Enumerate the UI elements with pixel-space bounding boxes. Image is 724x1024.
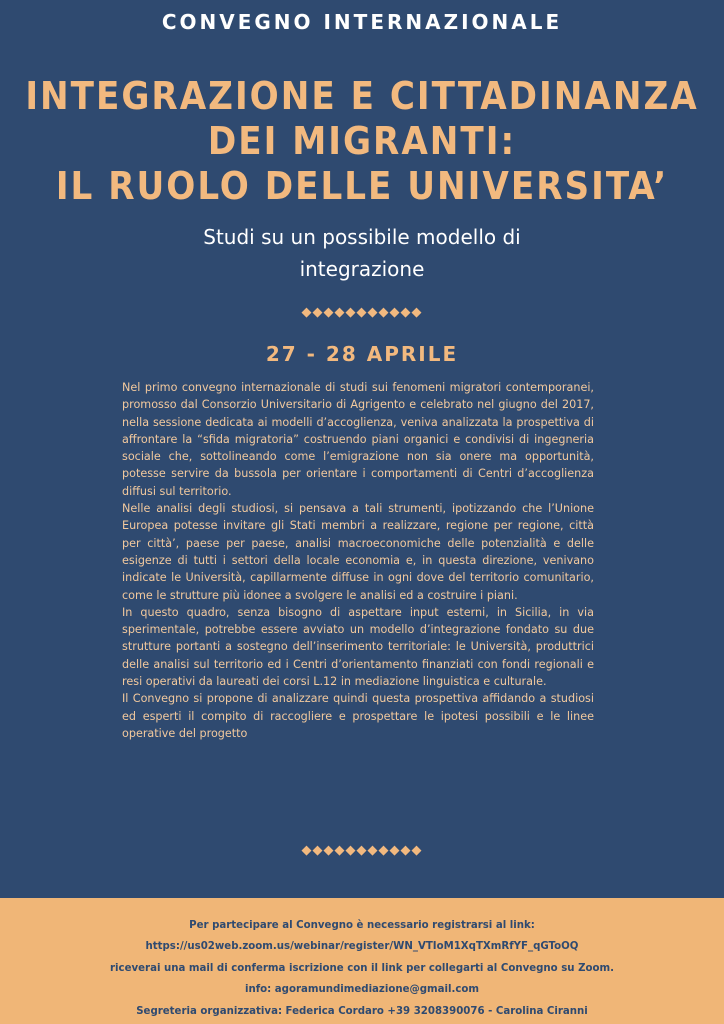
- paragraph-4: Il Convegno si propone di analizzare quindi questa prospettiva affidando a studiosi ed esperti il compito di raccogliere e prospettare le ipotesi possibili e le linee operative del progetto: [122, 692, 594, 740]
- description-text: [122, 379, 594, 742]
- registration-footer: [0, 898, 724, 1024]
- event-type-heading: CONVEGNO INTERNAZIONALE: [161, 10, 563, 34]
- info-email[interactable]: info: agoramundimediazione@gmail.com: [244, 984, 479, 996]
- registration-link[interactable]: https://us02web.zoom.us/webinar/register/WN_VTIoM1XqTXmRfYF_qGToOQ: [145, 941, 579, 953]
- subtitle-line-2: integrazione: [299, 257, 425, 281]
- event-dates: 27 - 28 APRILE: [265, 342, 459, 366]
- main-title-line-1: INTEGRAZIONE E CITTADINANZA: [25, 74, 699, 118]
- paragraph-1: Nel primo convegno internazionale di studi sui fenomeni migratori contemporanei, promosso dal Consorzio Universitario di Agrigento e celebrato nel giugno del 2017, nella sessione dedicata ai modelli d’accoglienza, veniva analizzata la prospettiva di affrontare la “sfida migratoria” costruendo piani organici e condivisi di ingegneria sociale che, sottolineando come l’emigrazione non sia onere ma opportunità, potesse servire da bussola per orientare i comportamenti di Centri d’accoglienza diffusi sul territorio.: [122, 381, 594, 498]
- subtitle-line-1: Studi su un possibile modello di: [203, 225, 521, 249]
- subtitle: [0, 221, 724, 285]
- confirmation-note: riceverai una mail di conferma iscrizione con il link per collegarti al Convegno su Zoom.: [110, 962, 614, 974]
- paragraph-2: Nelle analisi degli studiosi, si pensava a tali strumenti, ipotizzando che l’Unione Europea potesse invitare gli Stati membri a realizzare, regione per regione, città per città’, paese per paese, analisi macroeconomiche delle potenzialità e delle esigenze di tutti i settori della locale economia e, in questa direzione, venivano indicate le Università, capillarmente diffuse in ogni dove del territorio comunitario, come le strutture più idonee a svolgere le analisi ed a costruire i piani.: [122, 502, 594, 602]
- register-instruction: Per partecipare al Convegno è necessario registrarsi al link:: [189, 920, 535, 931]
- main-title: [0, 74, 724, 209]
- diamond-divider-bottom: ◆◆◆◆◆◆◆◆◆◆◆: [301, 843, 423, 858]
- main-title-line-2: DEI MIGRANTI:: [207, 119, 517, 163]
- diamond-divider-top: ◆◆◆◆◆◆◆◆◆◆◆: [301, 305, 423, 320]
- secretariat-contacts: Segreteria organizzativa: Federica Cordaro +39 3208390076 - Carolina Ciranni: [136, 1005, 588, 1017]
- paragraph-3: In questo quadro, senza bisogno di aspettare input esterni, in Sicilia, in via sperimentale, potrebbe essere avviato un modello d’integrazione fondato su due strutture portanti a sostegno dell’inserimento territoriale: le Università, produttrici delle analisi sul territorio ed i Centri d’orientamento finanziati con fondi regionali e resi operativi da laureati dei corsi L.12 in mediazione linguistica e culturale.: [122, 605, 594, 689]
- main-title-line-3: IL RUOLO DELLE UNIVERSITA’: [55, 164, 669, 208]
